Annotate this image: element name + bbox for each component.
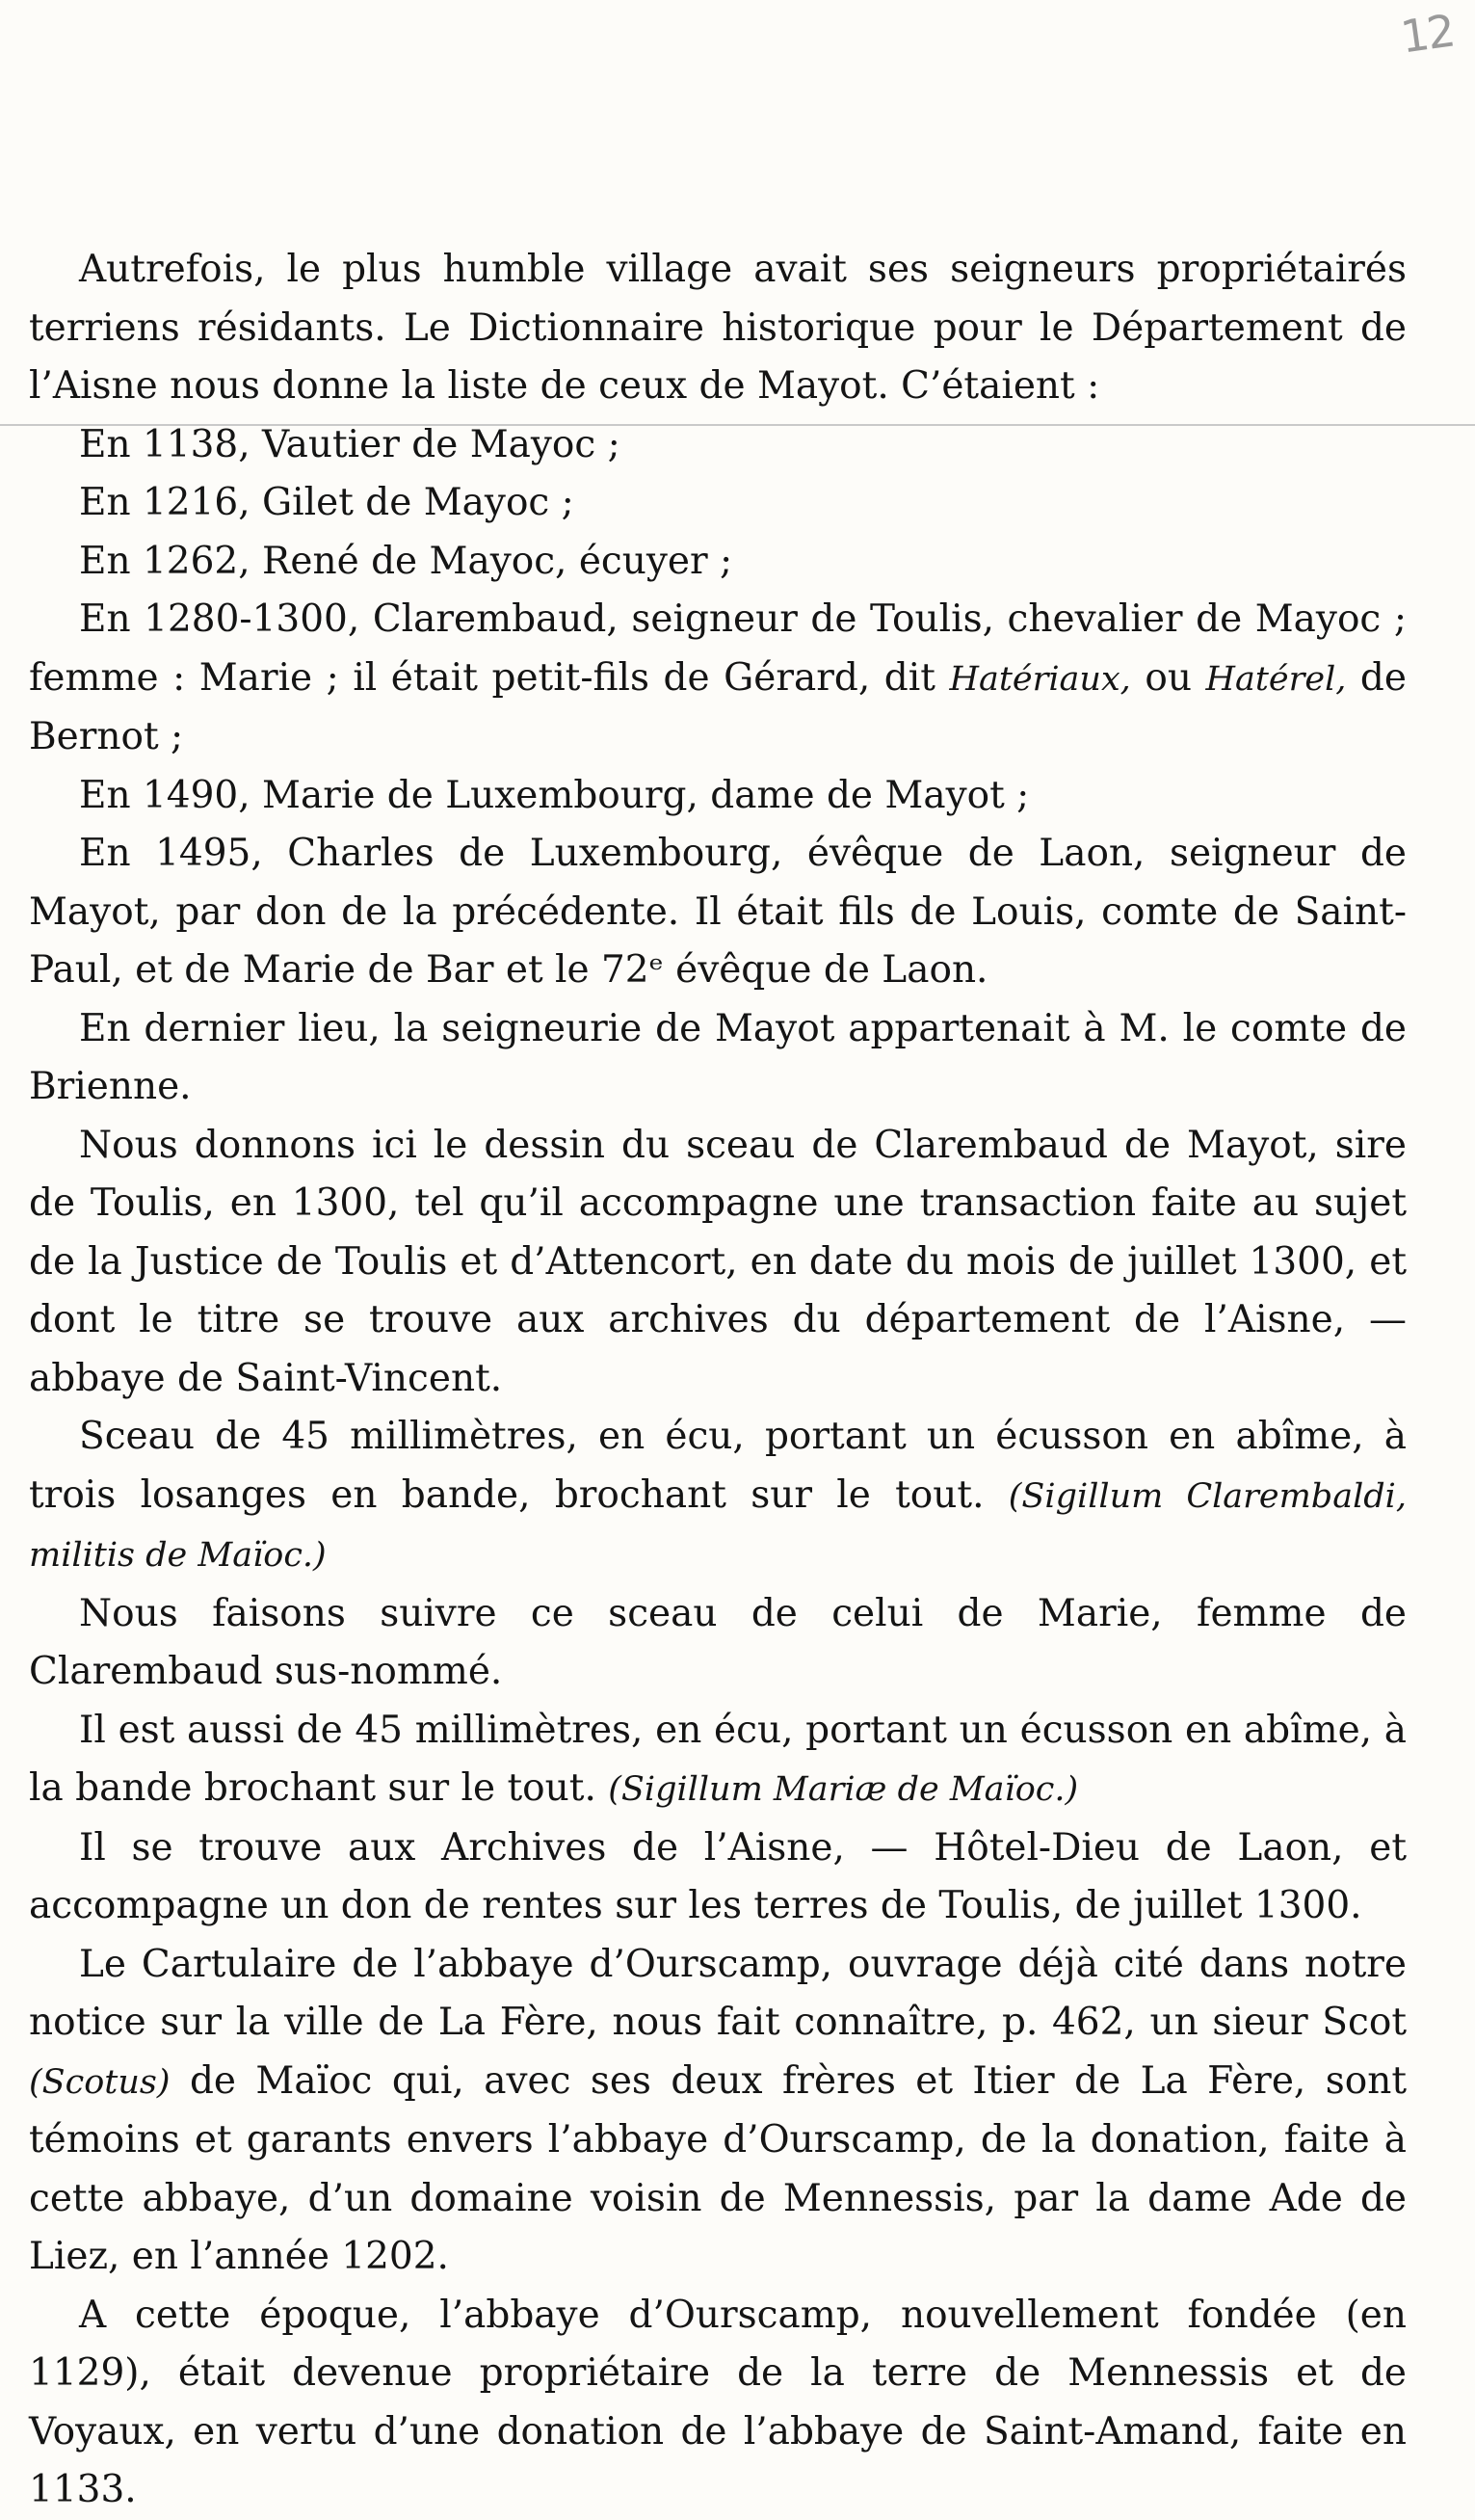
cartulaire-text-a: Le Cartulaire de l’abbaye d’Ourscamp, ouvrage déjà cité dans notre notice sur la ville de La Fère, nous fait connaître, p. 462, un sieur Scot (29, 1942, 1407, 2044)
paragraph-cartulaire (29, 1936, 1407, 2287)
cartulaire-text-b: de Maïoc qui, avec ses deux frères et Itier de La Fère, sont témoins et garants envers l’abbaye d’Ourscamp, de la donation, faite à cette abbaye, d’un domaine voisin de Mennessis, par la dame Ade de Liez, en l’année 1202. (29, 2058, 1407, 2278)
lord-1280-italic-2: Hatérel, (1205, 659, 1347, 699)
lord-1280-text-a: En 1280-1300, Clarembaud, seigneur de Toulis, chevalier de Mayoc ; femme : Marie ; il était petit-fils de Gérard, dit (29, 597, 1407, 700)
seal-2-text: Il est aussi de 45 millimètres, en écu, portant un écusson en abîme, à la bande brochant sur le tout. (29, 1708, 1407, 1810)
paragraph-lord-1280 (29, 591, 1407, 767)
cartulaire-italic: (Scotus) (29, 2062, 171, 2102)
paragraph-lord-1216: En 1216, Gilet de Mayoc ; (79, 481, 574, 524)
lord-1280-text-b: ou (1130, 655, 1206, 700)
folio-number: 12 (1397, 4, 1458, 64)
paragraph-archives: Il se trouve aux Archives de l’Aisne, — Hôtel-Dieu de Laon, et accompagne un don de rentes sur les terres de Toulis, de juillet 1300. (29, 1825, 1407, 1927)
paragraph-seal-intro: Nous donnons ici le dessin du sceau de Clarembaud de Mayot, sire de Toulis, en 1300, tel qu’il accompagne une transaction faite au sujet de la Justice de Toulis et d’Attencort, en date du mois de juillet 1300, et dont le titre se trouve aux archives du département de l’Aisne, — abbaye de Saint-Vincent. (29, 1123, 1407, 1400)
paragraph-last-lord: En dernier lieu, la seigneurie de Mayot appartenait à M. le comte de Brienne. (29, 1006, 1407, 1108)
paragraph-lord-1138: En 1138, Vautier de Mayoc ; (79, 422, 620, 466)
document-page (29, 241, 1407, 2520)
paragraph-seal-2 (29, 1702, 1407, 1819)
seal-1-text: Sceau de 45 millimètres, en écu, portant un écusson en abîme, à trois losanges en bande, brochant sur le tout. (29, 1415, 1407, 1517)
paragraph-epoque: A cette époque, l’abbaye d’Ourscamp, nouvellement fondée (en 1129), était devenue propriétaire de la terre de Mennessis et de Voyaux, en vertu d’une donation de l’abbaye de Saint-Amand, faite en 1133. (29, 2293, 1407, 2511)
seal-1-legend: (Sigillum Clarembaldi, militis de Maïoc.) (29, 1476, 1407, 1575)
seal-2-legend: (Sigillum Mariæ de Maïoc.) (608, 1770, 1079, 1809)
lord-1280-text-c: de Bernot ; (29, 655, 1407, 758)
paragraph-lord-1490: En 1490, Marie de Luxembourg, dame de Mayot ; (79, 773, 1030, 817)
paragraph-seal-2-intro: Nous faisons suivre ce sceau de celui de Marie, femme de Clarembaud sus-nommé. (29, 1591, 1407, 1693)
lord-1280-italic-1: Hatériaux, (949, 659, 1131, 699)
paragraph-lord-1495: En 1495, Charles de Luxembourg, évêque de Laon, seigneur de Mayot, par don de la précédente. Il était fils de Louis, comte de Saint-Paul, et de Marie de Bar et le 72ᵉ évêque de Laon. (29, 832, 1407, 992)
paragraph-seal-1 (29, 1408, 1407, 1585)
paragraph-lord-1262: En 1262, René de Mayoc, écuyer ; (79, 539, 733, 583)
paragraph-intro: Autrefois, le plus humble village avait ses seigneurs propriétairés terriens résidants. Le Dictionnaire historique pour le Département de l’Aisne nous donne la liste de ceux de Mayot. C’étaient : (29, 248, 1407, 408)
